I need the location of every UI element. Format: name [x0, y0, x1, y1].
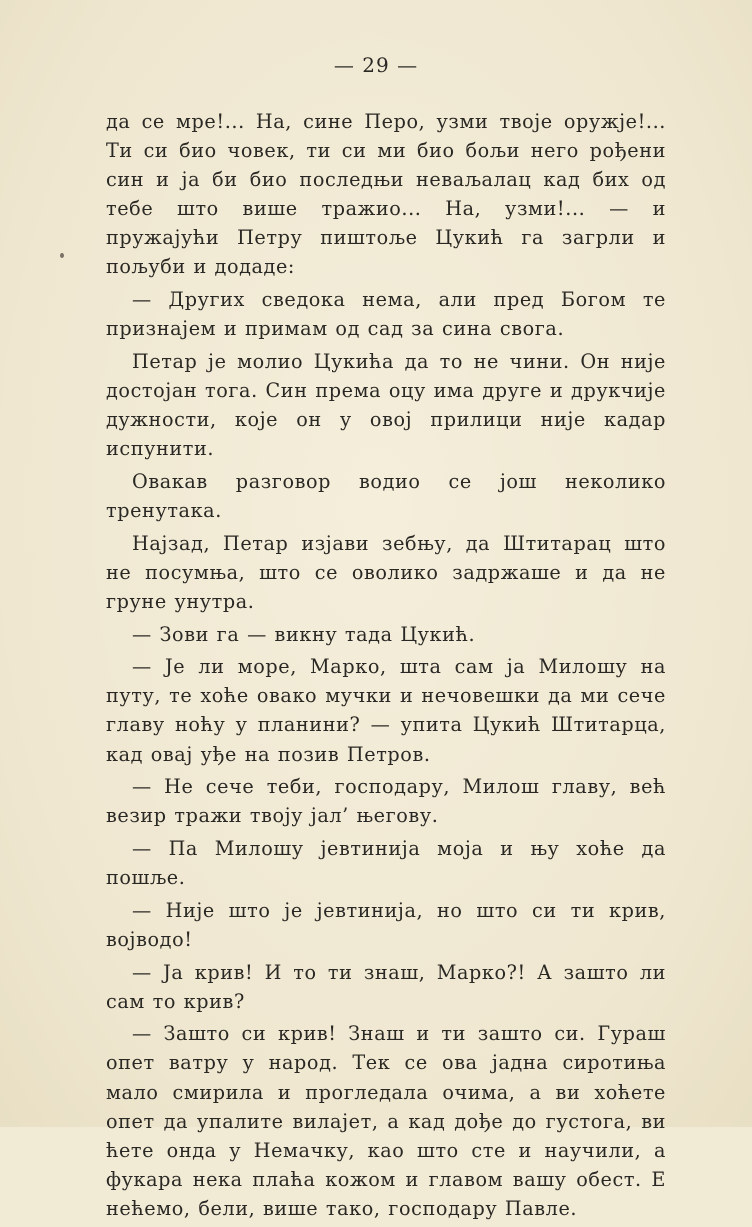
paragraph: — Не сече теби, господару, Милош главу, већ везир тражи твоју јал’ његову. — [106, 775, 666, 828]
paragraph: — Зови га — викну тада Цукић. — [132, 622, 476, 646]
paragraph: да се мре!... На, сине Перо, узми твоје оружје!... Ти си био човек, ти си ми био бољи него рођени син и ја би био последњи неваљалац кад бих од тебе што више тражио... На, узми!... — и пружајући Петру пиштоље Цукић га загрли и пољуби и додаде: — [106, 110, 666, 279]
paragraph: — Других сведока нема, али пред Богом те признајем и примам од сад за сина свога. — [106, 288, 666, 341]
body-text — [106, 107, 666, 1227]
paragraph: — Ја крив! И то ти знаш, Марко?! А зашто ли сам то крив? — [106, 960, 666, 1013]
paragraph: — Зашто си крив! Знаш и ти зашто си. Гураш опет ватру у народ. Тек се ова јадна сиротиња мало смирила и прогледала очима, а ви хоћете опет да упалите вилајет, а кад дође до густога, ви ћете онда у Немачку, као што сте и научили, а фукара нека плаћа кожом и главом вашу обест. Е нећемо, бели, више тако, господару Павле. — [106, 1022, 666, 1220]
paragraph: Петар је молио Цукића да то не чини. Он није достојан тога. Син према оцу има друге и друкчије дужности, које он у овој прилици није кадар испунити. — [106, 349, 666, 461]
paper-speck — [60, 253, 64, 258]
paragraph: — Па Милошу јевтинија моја и њу хоће да пошље. — [106, 837, 666, 890]
paragraph: — Није што је јевтинија, но што си ти крив, војводо! — [106, 898, 666, 951]
paragraph: Најзад, Петар изјави зебњу, да Штитарац што не посумња, што се оволико задржаше и да не груне унутра. — [106, 531, 666, 613]
paragraph: — Је ли море, Марко, шта сам ја Милошу на путу, те хоће овако мучки и нечовешки да ми сече главу ноћу у планини? — упита Цукић Штитарца, кад овај уђе на позив Петров. — [106, 655, 666, 766]
paragraph: Овакав разговор водио се још неколико тренутака. — [106, 469, 666, 522]
page-number: — 29 — — [333, 53, 419, 77]
